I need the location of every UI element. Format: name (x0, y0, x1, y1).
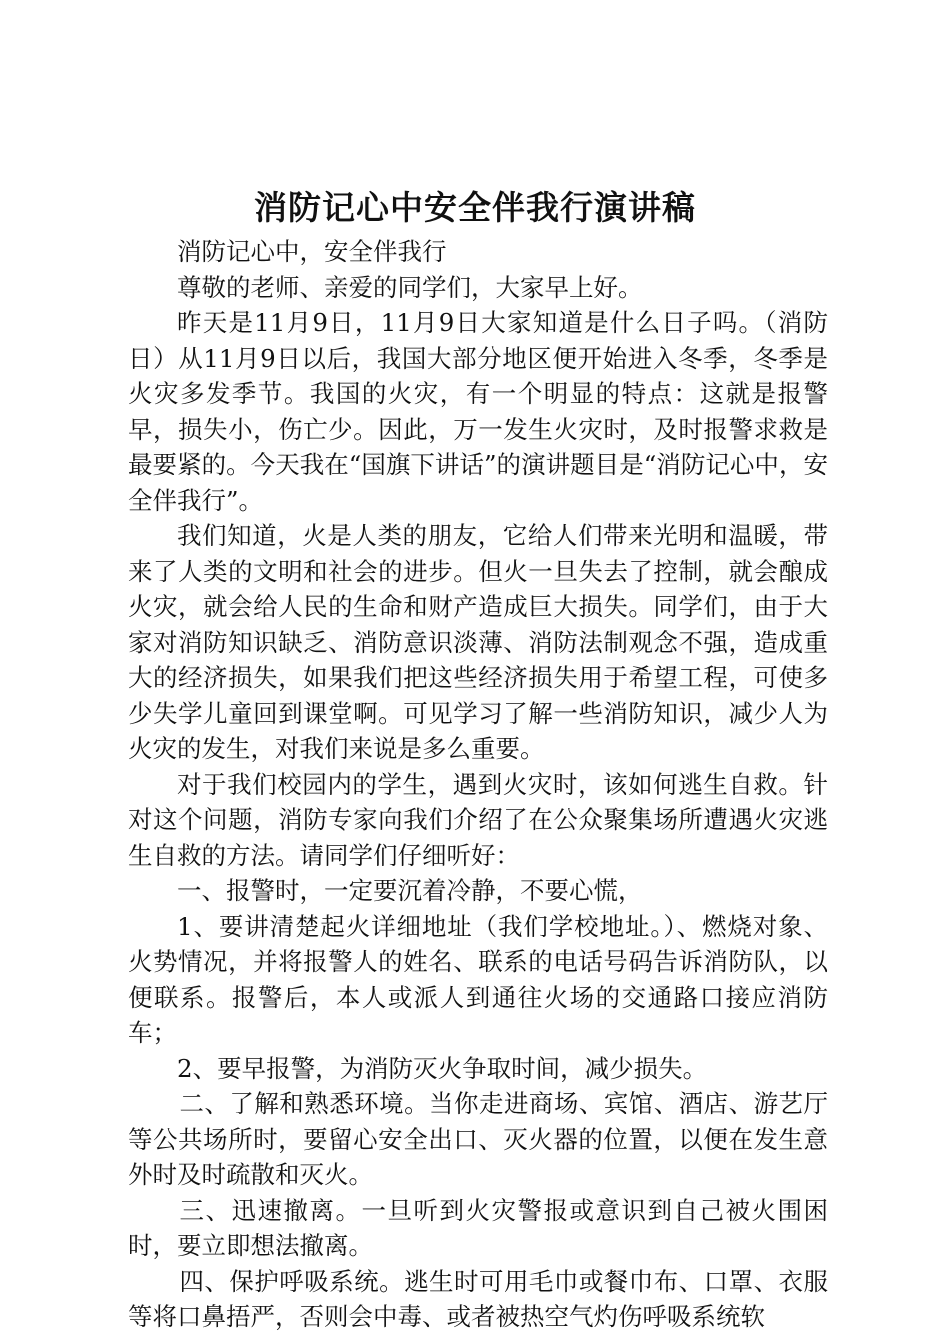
paragraph: 尊敬的老师、亲爱的同学们，大家早上好。 (177, 272, 643, 302)
paragraph: 我们知道，火是人类的朋友，它给人们带来光明和温暖，带来了人类的文明和社会的进步。但火一旦失去了控制，就会酿成火灾，就会给人民的生命和财产造成巨大损失。同学们，由于大家对消防知识缺乏、消防意识淡薄、消防法制观念不强，造成重大的经济损失，如果我们把这些经济损失用于希望工程，可使多少失学儿童回到课堂啊。可见学习了解一些消防知识，减少人为火灾的发生，对我们来说是多么重要。 (128, 521, 828, 763)
paragraph: 三、迅速撤离。一旦听到火灾警报或意识到自己被火围困时，要立即想法撤离。 (128, 1195, 828, 1260)
paragraph: 一、报警时，一定要沉着冷静，不要心慌， (177, 876, 643, 905)
paragraph: 四、保护呼吸系统。逃生时可用毛巾或餐巾布、口罩、衣服等将口鼻捂严，否则会中毒、或者被热空气灼伤呼吸系统软 (128, 1266, 828, 1331)
paragraph: 1、要讲清楚起火详细地址（我们学校地址。）、燃烧对象、火势情况，并将报警人的姓名、联系的电话号码告诉消防队，以便联系。报警后，本人或派人到通往火场的交通路口接应消防车； (128, 911, 828, 1047)
paragraph: 二、了解和熟悉环境。当你走进商场、宾馆、酒店、游艺厅等公共场所时，要留心安全出口、灭火器的位置，以便在发生意外时及时疏散和灭火。 (128, 1089, 828, 1189)
document-title: 消防记心中安全伴我行演讲稿 (254, 188, 696, 227)
paragraph: 消防记心中，安全伴我行 (177, 237, 447, 266)
document-body (128, 234, 828, 1335)
paragraph: 2、要早报警，为消防灭火争取时间，减少损失。 (177, 1053, 708, 1083)
paragraph: 昨天是11月9日，11月9日大家知道是什么日子吗。（消防日）从11月9日以后，我国大部分地区便开始进入冬季，冬季是火灾多发季节。我国的火灾，有一个明显的特点：这就是报警早，损失小，伤亡少。因此，万一发生火灾时，及时报警求救是最要紧的。今天我在“国旗下讲话”的演讲题目是“消防记心中，安全伴我行”。 (128, 308, 828, 515)
paragraph: 对于我们校园内的学生，遇到火灾时，该如何逃生自救。针对这个问题，消防专家向我们介绍了在公众聚集场所遭遇火灾逃生自救的方法。请同学们仔细听好： (128, 769, 828, 870)
